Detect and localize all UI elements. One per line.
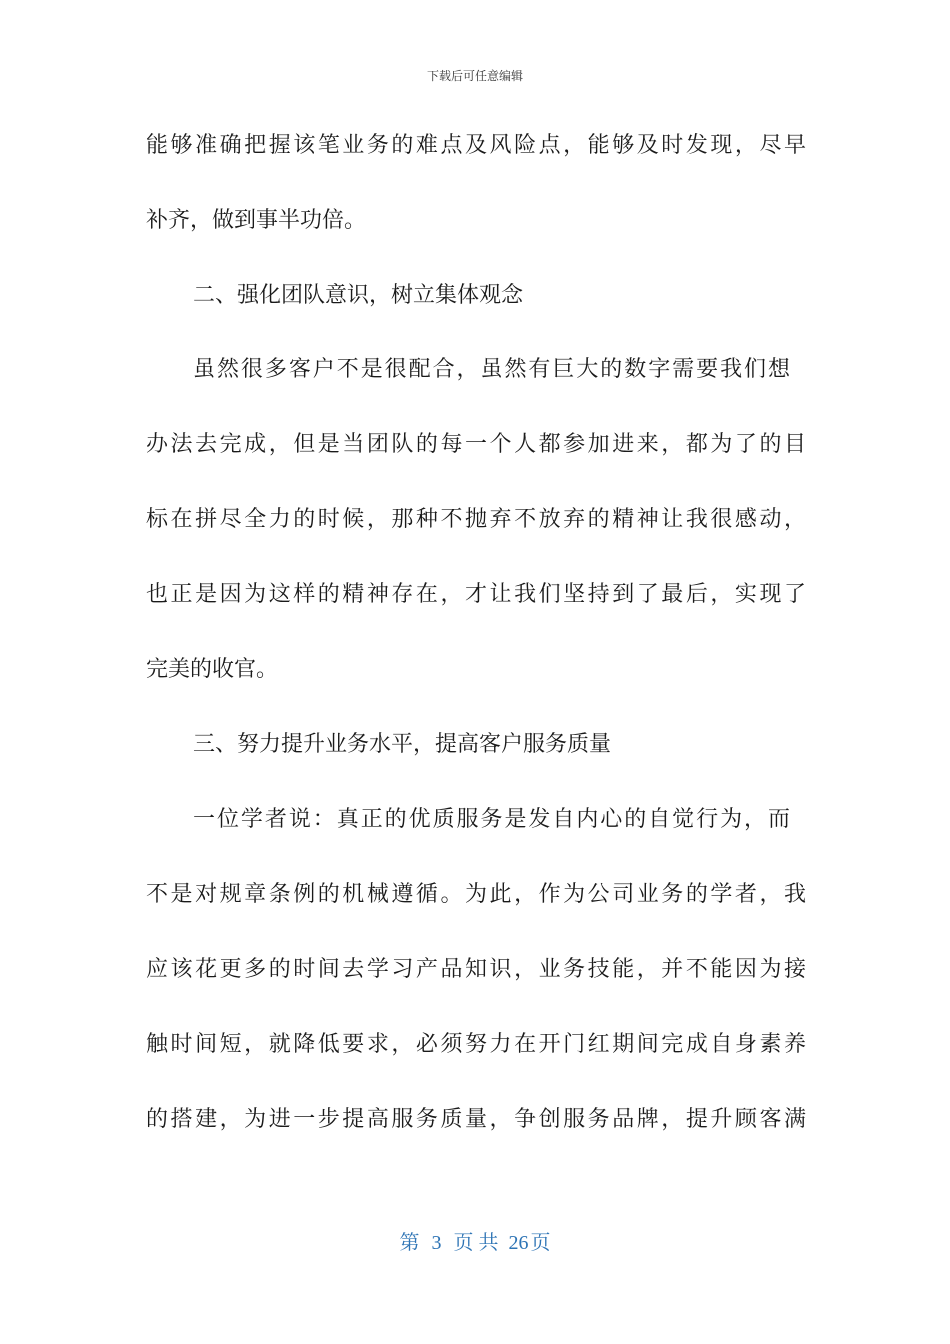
body-line: 不是对规章条例的机械遵循。为此，作为公司业务的学者，我 — [146, 882, 806, 907]
page-header: 下载后可任意编辑 — [426, 69, 523, 83]
footer-middle: 页 共 — [453, 1232, 499, 1254]
page-footer — [0, 1226, 950, 1255]
body-line: 也正是因为这样的精神存在，才让我们坚持到了最后，实现了 — [146, 582, 806, 607]
body-line: 能够准确把握该笔业务的难点及风险点，能够及时发现，尽早 — [146, 133, 806, 158]
body-line: 办法去完成，但是当团队的每一个人都参加进来，都为了的目 — [146, 432, 806, 457]
current-page-number: 3 — [431, 1232, 442, 1254]
body-line: 触时间短，就降低要求，必须努力在开门红期间完成自身素养 — [146, 1032, 806, 1057]
body-line: 补齐，做到事半功倍。 — [146, 208, 367, 233]
body-line: 标在拼尽全力的时候，那种不抛弃不放弃的精神让我很感动， — [146, 507, 806, 532]
body-line: 应该花更多的时间去学习产品知识，业务技能，并不能因为接 — [146, 957, 806, 982]
footer-suffix: 页 — [530, 1232, 551, 1254]
footer-prefix: 第 — [399, 1232, 420, 1254]
section-heading: 二、强化团队意识，树立集体观念 — [193, 283, 524, 308]
body-line: 完美的收官。 — [146, 657, 279, 682]
body-line: 一位学者说：真正的优质服务是发自内心的自觉行为，而 — [193, 807, 790, 832]
total-page-count: 26 — [508, 1232, 529, 1254]
body-line: 虽然很多客户不是很配合，虽然有巨大的数字需要我们想 — [193, 357, 790, 382]
section-heading: 三、努力提升业务水平，提高客户服务质量 — [193, 732, 612, 757]
body-line: 的搭建，为进一步提高服务质量，争创服务品牌，提升顾客满 — [146, 1107, 806, 1132]
